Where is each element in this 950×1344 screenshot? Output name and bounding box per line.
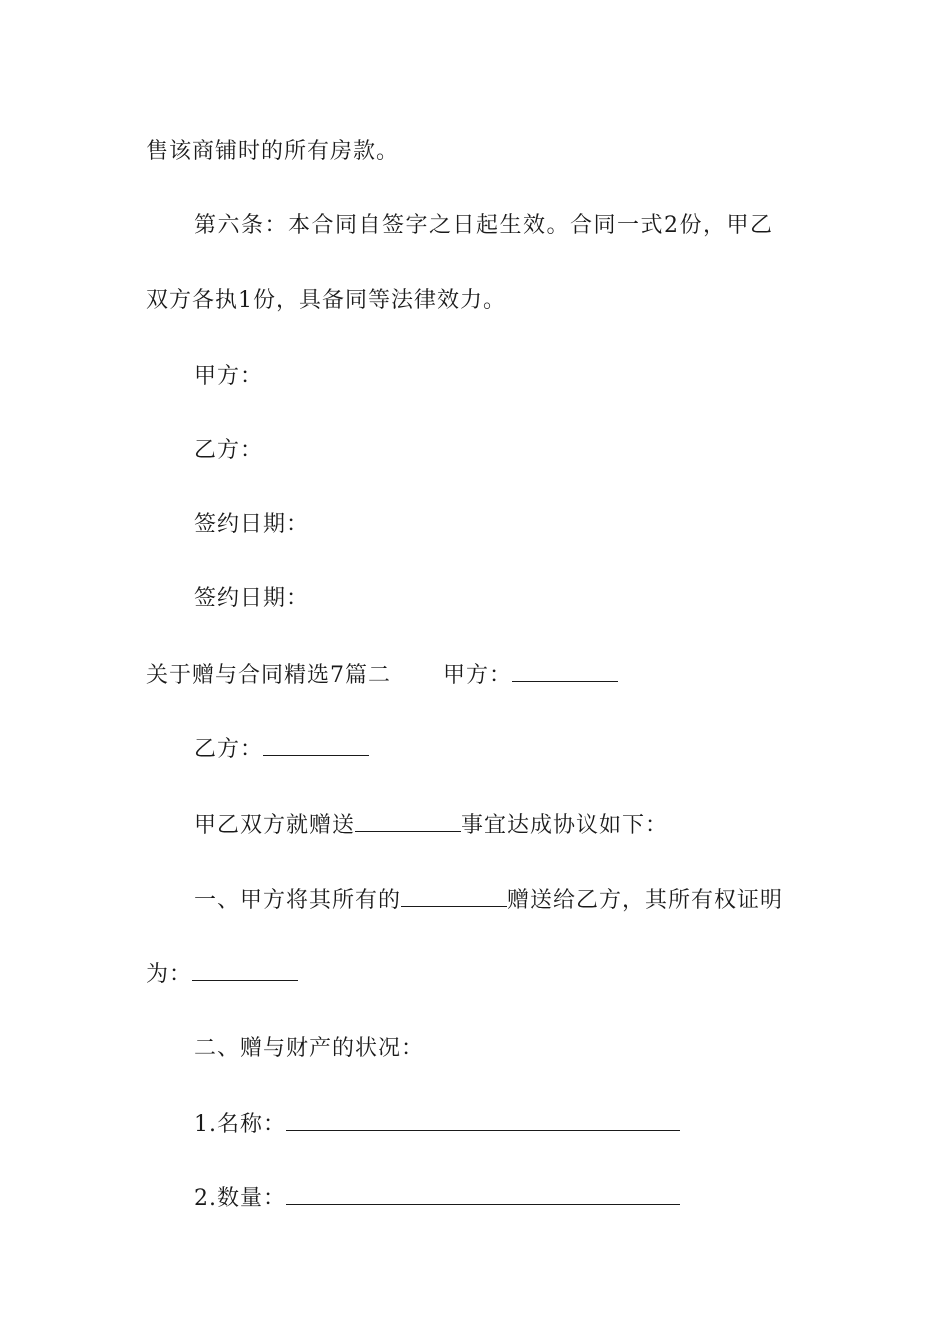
clause-1-line: 一、甲方将其所有的 赠送给乙方，其所有权证明 <box>194 884 783 916</box>
party-a-label: 甲方： <box>443 663 513 688</box>
gift-item-blank[interactable] <box>401 884 507 907</box>
item-quantity-blank[interactable] <box>286 1182 680 1205</box>
section-title-line <box>146 659 618 691</box>
item-quantity-line: 2.数量： <box>194 1182 680 1214</box>
party-b-label: 乙方： <box>194 438 264 463</box>
party-b-blank[interactable] <box>263 733 369 756</box>
text-line: 双方各执1份，具备同等法律效力。 <box>146 288 506 313</box>
ownership-proof-line: 为： <box>146 958 298 990</box>
item-name-line: 1.名称： <box>194 1108 680 1140</box>
text-line-article-6: 第六条：本合同自签字之日起生效。合同一式2份，甲乙 <box>194 213 774 238</box>
text-line: 售该商铺时的所有房款。 <box>146 139 400 164</box>
section-title: 关于赠与合同精选7篇二 <box>146 663 391 688</box>
gift-matter-blank[interactable] <box>355 809 461 832</box>
item-name-blank[interactable] <box>286 1108 680 1131</box>
sign-date-label: 签约日期： <box>194 512 310 537</box>
sign-date-label: 签约日期： <box>194 586 310 611</box>
agreement-intro-line: 甲乙双方就赠送 事宜达成协议如下： <box>194 809 668 841</box>
clause-2-heading: 二、赠与财产的状况： <box>194 1036 425 1061</box>
party-a-label: 甲方： <box>194 364 264 389</box>
party-a-blank[interactable] <box>512 659 618 682</box>
ownership-proof-blank[interactable] <box>192 958 298 981</box>
party-b-line: 乙方： <box>194 733 369 765</box>
